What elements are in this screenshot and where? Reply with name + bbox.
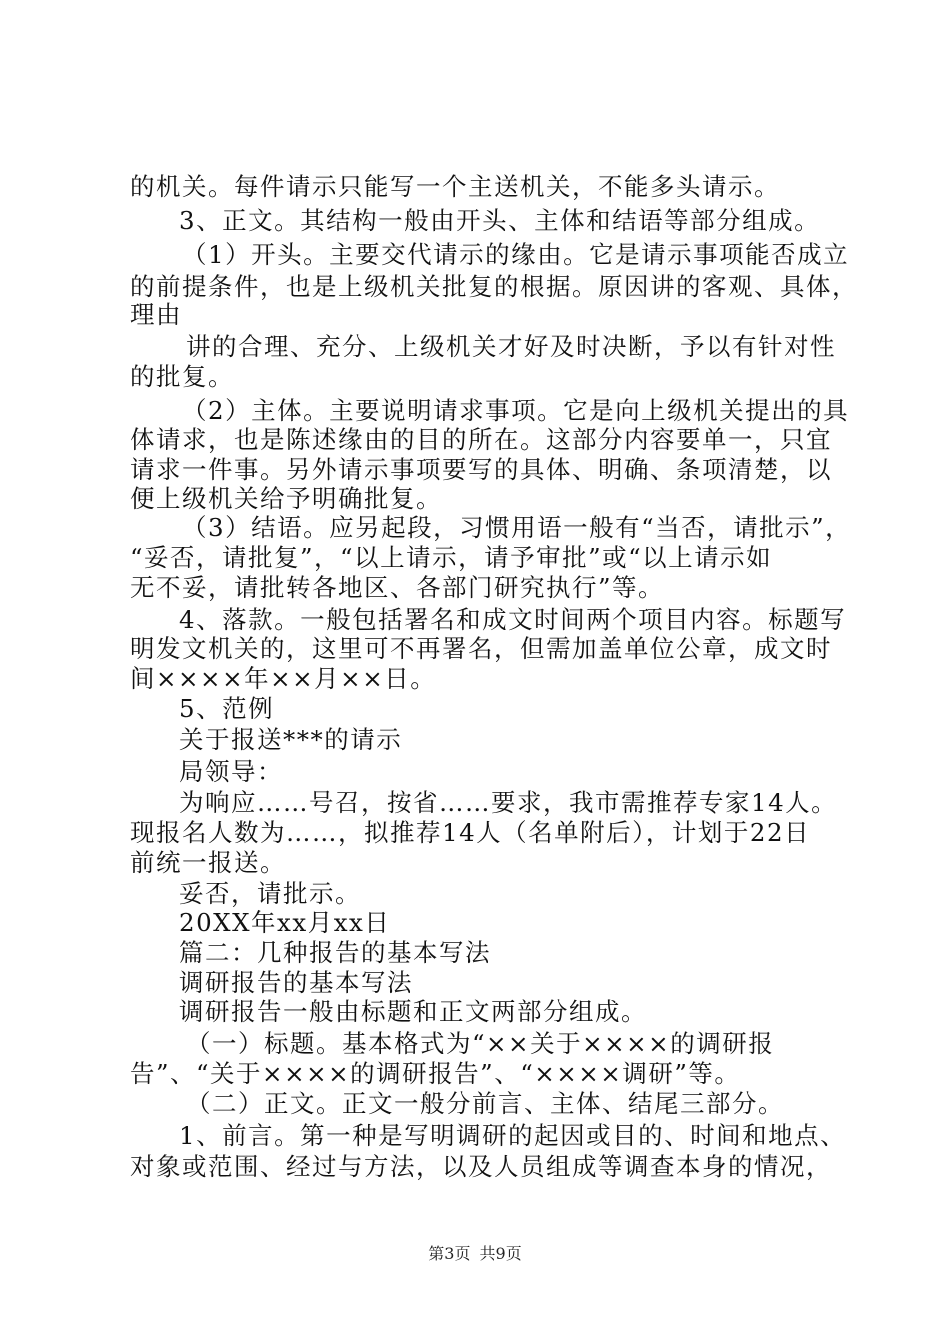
text-line: 局领导：: [179, 757, 283, 786]
text-line: 告”、“关于××××的调研报告”、“××××调研”等。: [130, 1059, 741, 1088]
text-line: （2）主体。主要说明请求事项。它是向上级机关提出的具: [182, 396, 850, 425]
page-footer: [0, 1243, 950, 1265]
text-line: 便上级机关给予明确批复。: [130, 484, 442, 513]
text-line: （二）正文。正文一般分前言、主体、结尾三部分。: [186, 1089, 784, 1118]
text-line: （1）开头。主要交代请示的缘由。它是请示事项能否成立: [182, 240, 850, 269]
text-line: 的机关。每件请示只能写一个主送机关，不能多头请示。: [130, 172, 780, 201]
text-line: 调研报告的基本写法: [179, 968, 413, 997]
text-line: 现报名人数为……，拟推荐14人（名单附后），计划于22日: [130, 818, 811, 847]
text-line: 调研报告一般由标题和正文两部分组成。: [179, 997, 647, 1026]
text-line: 3、正文。其结构一般由开头、主体和结语等部分组成。: [179, 206, 821, 235]
text-line: 间××××年××月××日。: [130, 664, 437, 693]
text-line: （一）标题。基本格式为“××关于××××的调研报: [186, 1029, 775, 1058]
text-line: 讲的合理、充分、上级机关才好及时决断，予以有针对性: [186, 332, 836, 361]
text-line: 理由: [130, 300, 182, 329]
text-line: 明发文机关的，这里可不再署名，但需加盖单位公章，成文时: [130, 634, 832, 663]
text-line: 妥否，请批示。: [179, 879, 361, 908]
text-line: 体请求，也是陈述缘由的目的所在。这部分内容要单一，只宜: [130, 425, 832, 454]
text-line: 前统一报送。: [130, 848, 286, 877]
text-line: 请求一件事。另外请示事项要写的具体、明确、条项清楚，以: [130, 455, 832, 484]
page-number: 第3页: [428, 1244, 471, 1263]
text-line: 的前提条件，也是上级机关批复的根据。原因讲的客观、具体，: [130, 272, 858, 301]
text-line: 1、前言。第一种是写明调研的起因或目的、时间和地点、: [179, 1121, 847, 1150]
text-line: 为响应……号召，按省……要求，我市需推荐专家14人。: [179, 788, 838, 817]
text-line: 的批复。: [130, 362, 234, 391]
text-line: 篇二：几种报告的基本写法: [179, 938, 491, 967]
text-line: 5、范例: [179, 694, 275, 723]
text-line: 对象或范围、经过与方法，以及人员组成等调查本身的情况，: [130, 1152, 832, 1181]
text-line: 无不妥，请批转各地区、各部门研究执行”等。: [130, 573, 665, 602]
text-line: 关于报送***的请示: [179, 725, 403, 754]
page-total: 共9页: [479, 1244, 522, 1263]
text-line: （3）结语。应另起段，习惯用语一般有“当否，请批示”，: [182, 513, 852, 542]
text-line: “妥否，请批复”，“以上请示，请予审批”或“以上请示如: [130, 543, 773, 572]
text-line: 20XX年xx月xx日: [179, 908, 391, 937]
text-line: 4、落款。一般包括署名和成文时间两个项目内容。标题写: [179, 605, 847, 634]
